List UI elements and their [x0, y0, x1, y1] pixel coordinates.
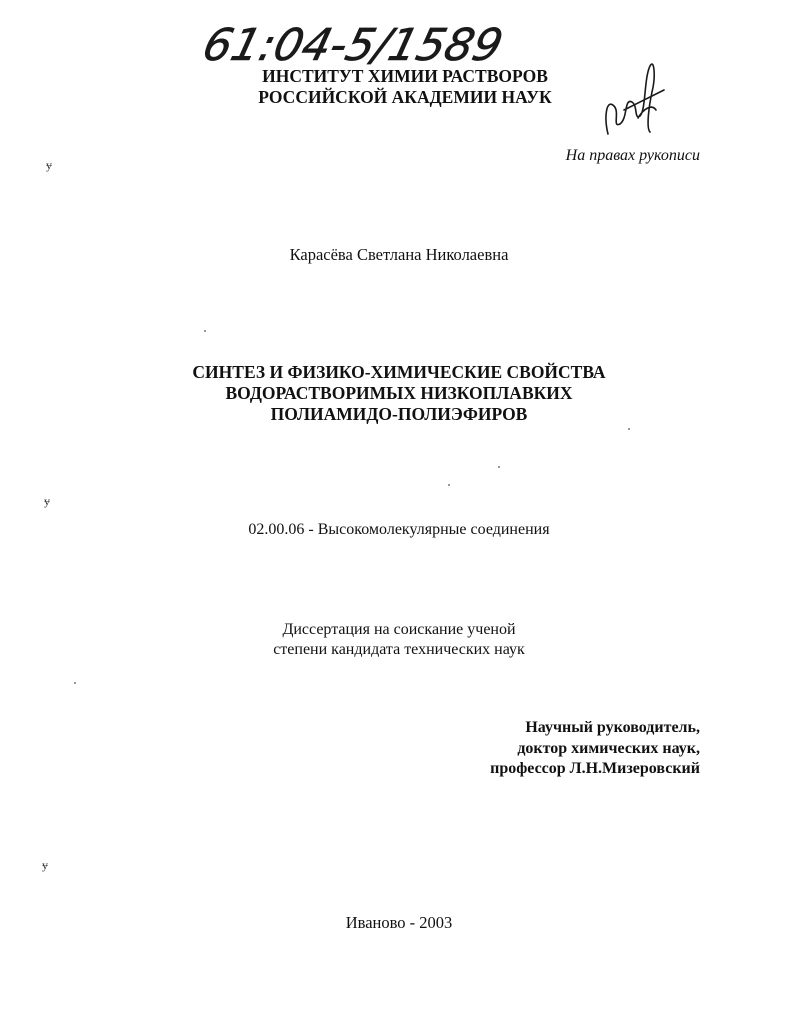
institute-line-2: РОССИЙСКОЙ АКАДЕМИИ НАУК — [258, 87, 552, 107]
scan-speck — [204, 330, 206, 332]
margin-mark-2: ɏ — [44, 494, 50, 508]
degree-line-1: Диссертация на соискание ученой — [282, 621, 516, 638]
scientific-advisor — [490, 718, 700, 780]
scan-speck — [498, 466, 500, 468]
institute-line-1: ИНСТИТУТ ХИМИИ РАСТВОРОВ — [262, 66, 548, 86]
margin-mark-3: ɏ — [42, 858, 48, 872]
scan-speck — [628, 428, 630, 430]
advisor-line-1: Научный руководитель, — [525, 719, 700, 736]
city-year: Иваново - 2003 — [345, 913, 453, 932]
degree-line-2: степени кандидата технических наук — [273, 641, 525, 658]
advisor-line-2: доктор химических наук, — [517, 739, 700, 757]
dissertation-title — [0, 362, 798, 425]
specialty-code: 02.00.06 - Высокомолекулярные соединения — [248, 521, 550, 538]
title-line-1: СИНТЕЗ И ФИЗИКО-ХИМИЧЕСКИЕ СВОЙСТВА — [192, 362, 606, 382]
scan-speck — [448, 484, 450, 486]
institute-header — [160, 66, 650, 108]
scan-speck — [74, 682, 76, 684]
svg-text:61:04-5/1589: 61:04-5/1589 — [200, 19, 508, 71]
author-name: Карасёва Светлана Николаевна — [289, 245, 509, 264]
rights-note: На правах рукописи — [565, 147, 700, 164]
handwritten-signature — [594, 58, 674, 144]
margin-mark-1: ɏ — [46, 158, 52, 172]
title-line-3: ПОЛИАМИДО-ПОЛИЭФИРОВ — [270, 404, 528, 424]
title-line-2: ВОДОРАСТВОРИМЫХ НИЗКОПЛАВКИХ — [225, 383, 573, 403]
advisor-line-3: профессор Л.Н.Мизеровский — [490, 760, 700, 777]
degree-statement — [0, 620, 798, 660]
